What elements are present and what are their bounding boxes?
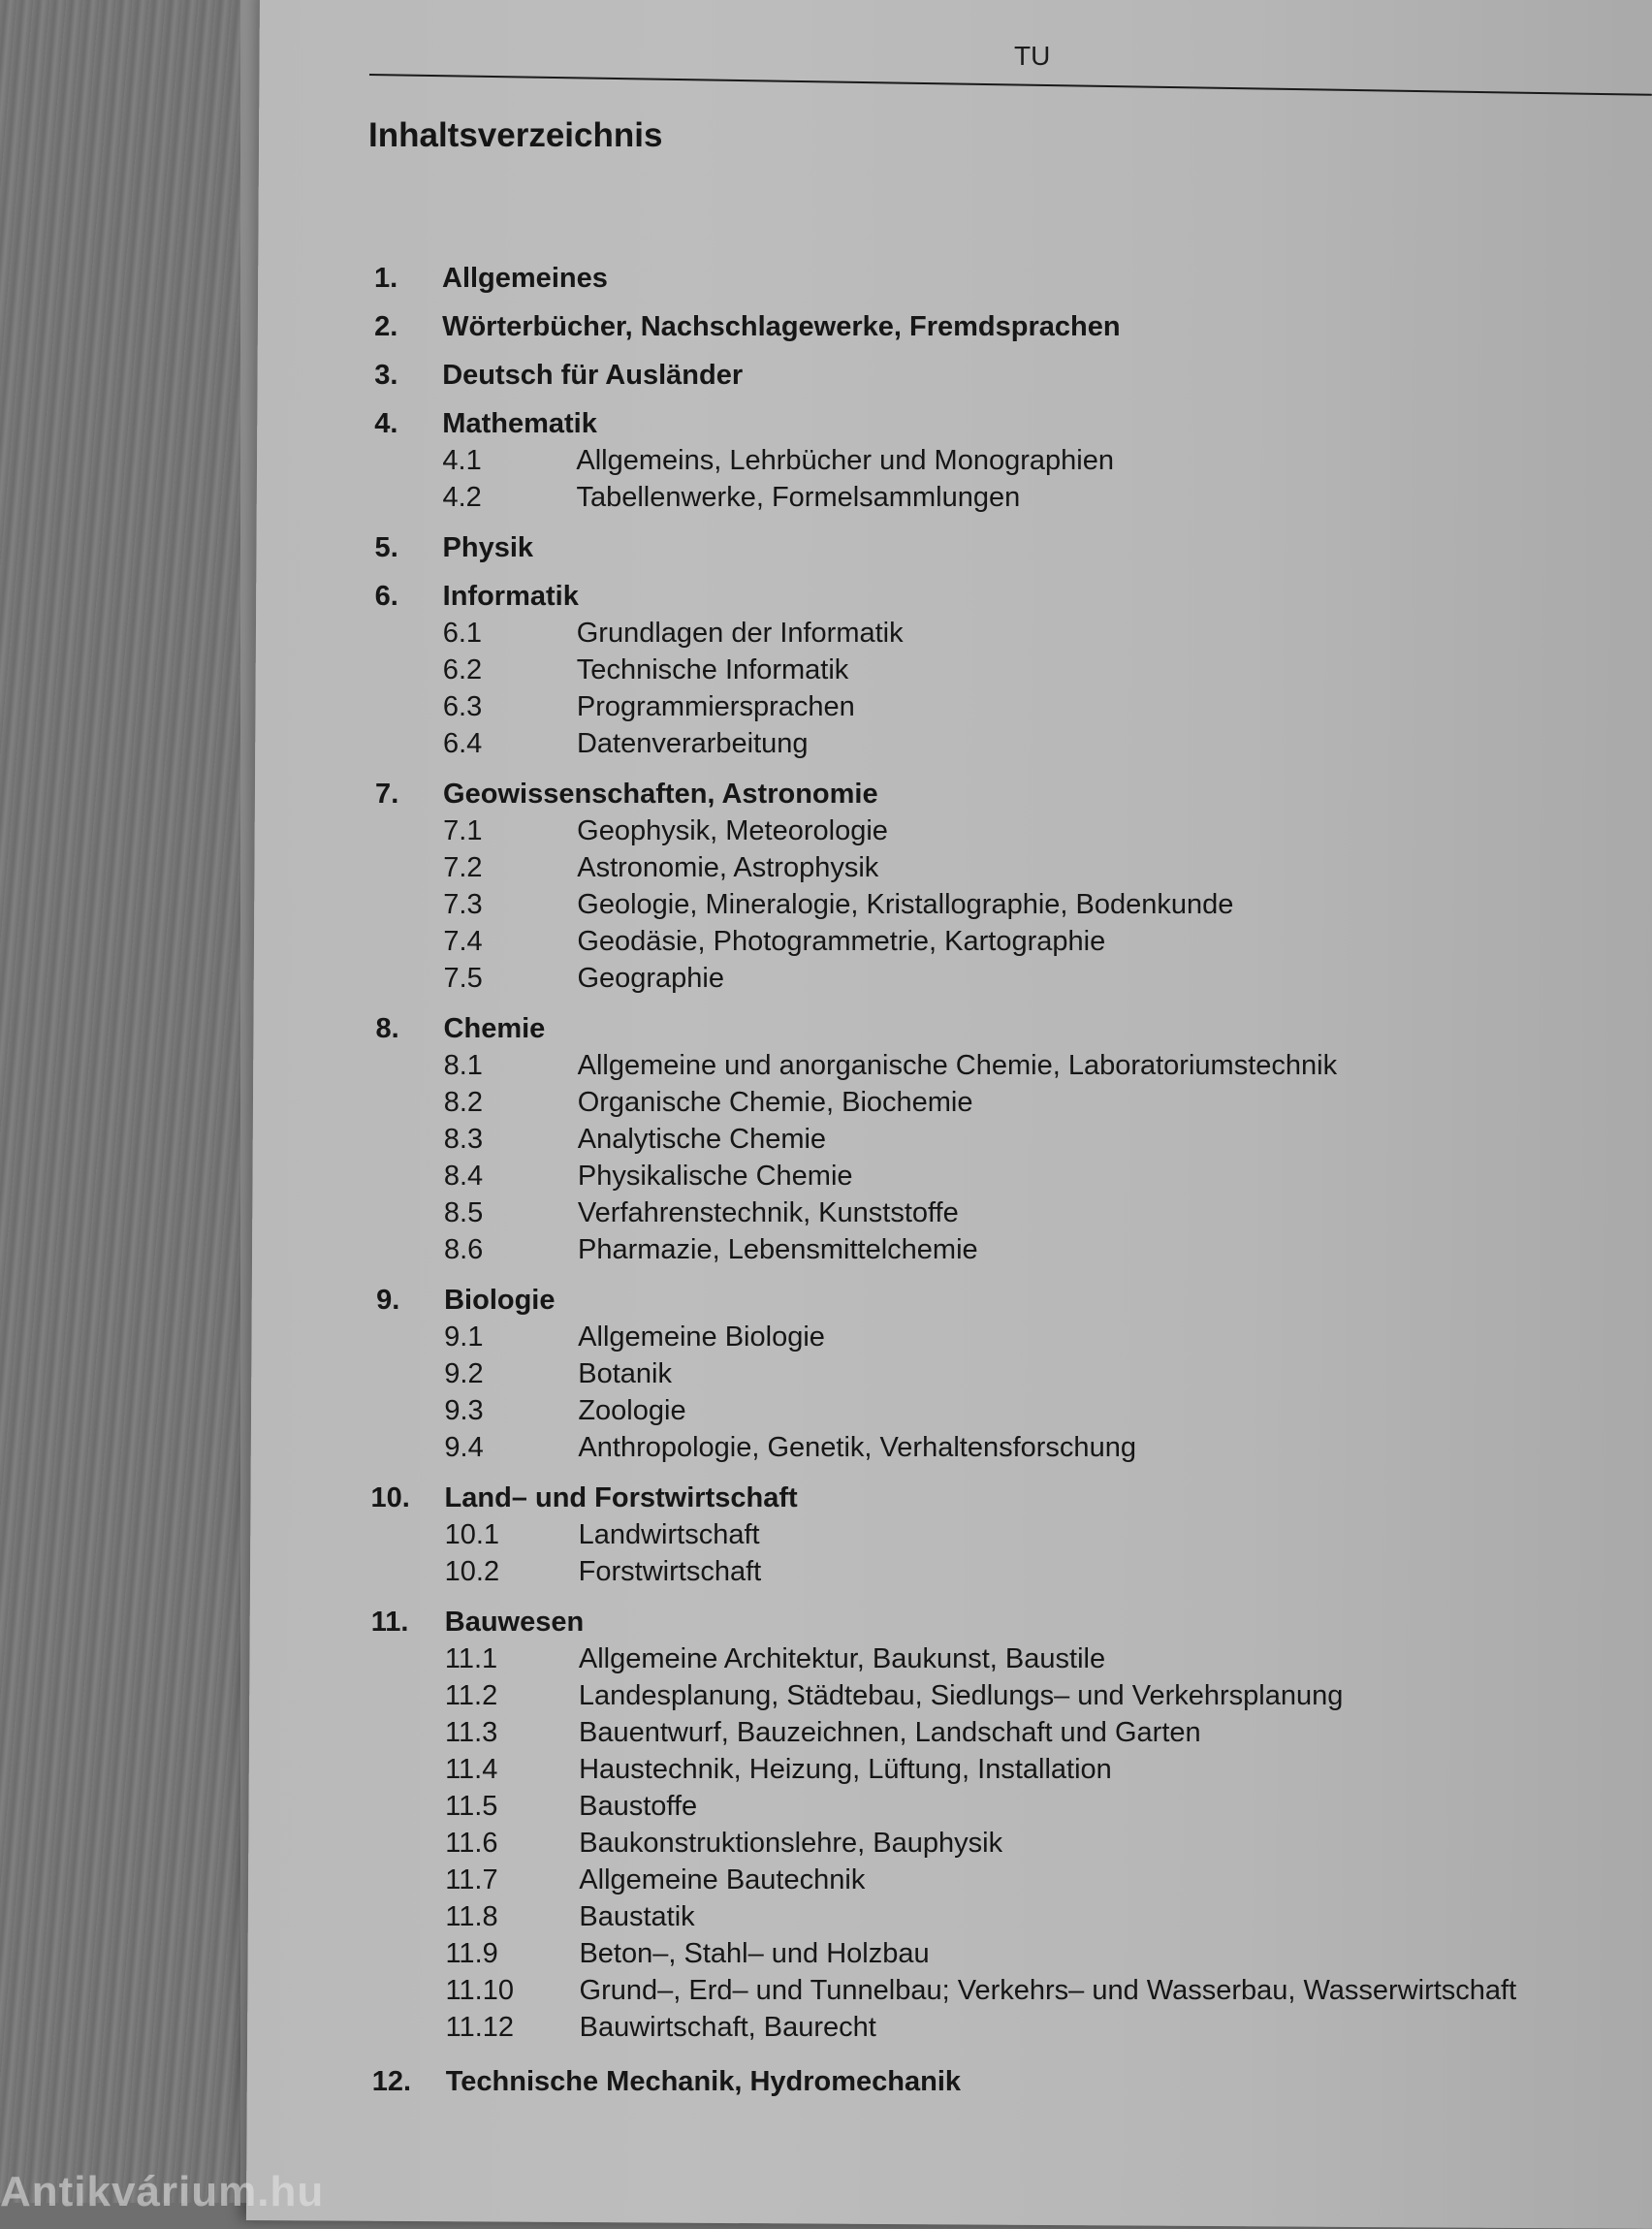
- toc-label: Wörterbücher, Nachschlagewerke, Fremdsprachen: [442, 311, 1121, 342]
- toc-number: 9.4: [444, 1432, 484, 1463]
- toc-number: 6.2: [442, 654, 483, 685]
- toc-number: 2.: [374, 311, 398, 342]
- toc-number: 11.5: [445, 1791, 498, 1822]
- toc-number: 7.: [375, 779, 399, 810]
- toc-number: 11.9: [445, 1938, 498, 1969]
- toc-number: 9.2: [444, 1358, 484, 1389]
- toc-number: 7.1: [443, 815, 483, 846]
- toc-label: Mathematik: [442, 408, 597, 439]
- toc-label: Analytische Chemie: [577, 1124, 827, 1155]
- toc-number: 11.1: [444, 1643, 498, 1674]
- toc-number: 8.1: [443, 1050, 483, 1081]
- toc-number: 11.2: [444, 1680, 498, 1711]
- toc-label: Haustechnik, Heizung, Lüftung, Installation: [579, 1754, 1112, 1785]
- toc-number: 11.12: [445, 2012, 515, 2043]
- toc-label: Baustoffe: [579, 1791, 698, 1822]
- toc-number: 7.3: [443, 889, 483, 920]
- toc-number: 8.2: [443, 1087, 484, 1118]
- toc-label: Programmiersprachen: [576, 691, 855, 722]
- toc-label: Land– und Forstwirtschaft: [444, 1482, 798, 1513]
- toc-label: Anthropologie, Genetik, Verhaltensforschung: [578, 1432, 1136, 1463]
- toc-number: 11.10: [445, 1975, 514, 2006]
- toc-label: Informatik: [442, 581, 579, 612]
- toc-label: Zoologie: [578, 1395, 686, 1426]
- toc-label: Technische Mechanik, Hydromechanik: [445, 2066, 962, 2097]
- toc-number: 4.: [374, 408, 398, 439]
- toc-label: Allgemeines: [442, 263, 608, 294]
- toc-label: Deutsch für Ausländer: [442, 360, 744, 391]
- toc-number: 6.: [374, 581, 398, 612]
- toc-label: Geologie, Mineralogie, Kristallographie, Bodenkunde: [577, 889, 1234, 920]
- toc-number: 12.: [371, 2066, 412, 2097]
- toc-label: Landwirtschaft: [578, 1519, 760, 1550]
- toc-label: Landesplanung, Städtebau, Siedlungs– und Verkehrsplanung: [578, 1680, 1344, 1711]
- toc-label: Biologie: [444, 1285, 556, 1316]
- toc-number: 11.3: [445, 1717, 498, 1748]
- toc-number: 9.3: [444, 1395, 484, 1426]
- running-head: TU: [1014, 41, 1051, 71]
- toc-label: Allgemeins, Lehrbücher und Monographien: [576, 445, 1114, 476]
- toc-number: 11.8: [445, 1901, 498, 1932]
- toc-label: Bauentwurf, Bauzeichnen, Landschaft und Garten: [579, 1717, 1201, 1748]
- toc-number: 4.1: [442, 445, 482, 476]
- toc-label: Chemie: [443, 1013, 546, 1044]
- toc-number: 1.: [374, 263, 398, 294]
- toc-number: 9.: [376, 1285, 400, 1316]
- toc-label: Geowissenschaften, Astronomie: [443, 779, 878, 810]
- toc-number: 8.4: [443, 1161, 484, 1192]
- toc-label: Forstwirtschaft: [578, 1556, 762, 1587]
- toc-label: Technische Informatik: [576, 654, 849, 685]
- toc-label: Allgemeine Bautechnik: [579, 1864, 866, 1895]
- toc-label: Astronomie, Astrophysik: [577, 852, 879, 883]
- toc-number: 9.1: [444, 1321, 484, 1353]
- toc-label: Allgemeine und anorganische Chemie, Laboratoriumstechnik: [577, 1050, 1338, 1081]
- toc-number: 11.4: [445, 1754, 498, 1785]
- toc-label: Physik: [442, 532, 534, 563]
- toc-number: 10.: [370, 1482, 410, 1513]
- toc-number: 8.3: [443, 1124, 484, 1155]
- toc-number: 11.7: [445, 1864, 498, 1895]
- toc-number: 3.: [374, 360, 398, 391]
- toc-label: Verfahrenstechnik, Kunststoffe: [577, 1197, 959, 1228]
- toc-number: 7.2: [443, 852, 483, 883]
- watermark: Antikvárium.hu: [0, 2168, 325, 2215]
- toc-number: 8.6: [444, 1234, 484, 1265]
- page-title: Inhaltsverzeichnis: [368, 116, 663, 154]
- toc-label: Geographie: [577, 963, 725, 994]
- toc-number: 5.: [374, 532, 398, 563]
- toc-number: 8.5: [443, 1197, 484, 1228]
- toc-label: Bauwesen: [444, 1607, 585, 1638]
- toc-label: Bauwirtschaft, Baurecht: [579, 2012, 876, 2043]
- toc-number: 11.: [370, 1607, 409, 1638]
- toc-number: 6.1: [442, 618, 483, 649]
- toc-label: Tabellenwerke, Formelsammlungen: [576, 482, 1021, 513]
- toc-number: 6.3: [442, 691, 483, 722]
- toc-label: Beton–, Stahl– und Holzbau: [579, 1938, 930, 1969]
- toc-label: Organische Chemie, Biochemie: [577, 1087, 973, 1118]
- toc-label: Allgemeine Architektur, Baukunst, Baustile: [578, 1643, 1106, 1674]
- toc-label: Botanik: [578, 1358, 672, 1389]
- toc-label: Pharmazie, Lebensmittelchemie: [578, 1234, 978, 1265]
- toc-number: 7.4: [443, 926, 483, 957]
- toc-number: 7.5: [443, 963, 483, 994]
- toc-number: 6.4: [442, 728, 483, 759]
- toc-label: Physikalische Chemie: [577, 1161, 853, 1192]
- toc-number: 10.1: [444, 1519, 500, 1550]
- toc-label: Datenverarbeitung: [576, 728, 809, 759]
- toc-label: Baukonstruktionslehre, Bauphysik: [579, 1828, 1003, 1859]
- toc-number: 11.6: [445, 1828, 498, 1859]
- toc-label: Allgemeine Biologie: [578, 1321, 825, 1353]
- toc-number: 4.2: [442, 482, 482, 513]
- toc-label: Grund–, Erd– und Tunnelbau; Verkehrs– und Wasserbau, Wasserwirtschaft: [579, 1975, 1517, 2006]
- toc-label: Grundlagen der Informatik: [576, 618, 904, 649]
- toc-number: 8.: [375, 1013, 399, 1044]
- toc-label: Geophysik, Meteorologie: [577, 815, 888, 846]
- toc-label: Baustatik: [579, 1901, 695, 1932]
- toc-label: Geodäsie, Photogrammetrie, Kartographie: [577, 926, 1106, 957]
- toc-number: 10.2: [444, 1556, 500, 1587]
